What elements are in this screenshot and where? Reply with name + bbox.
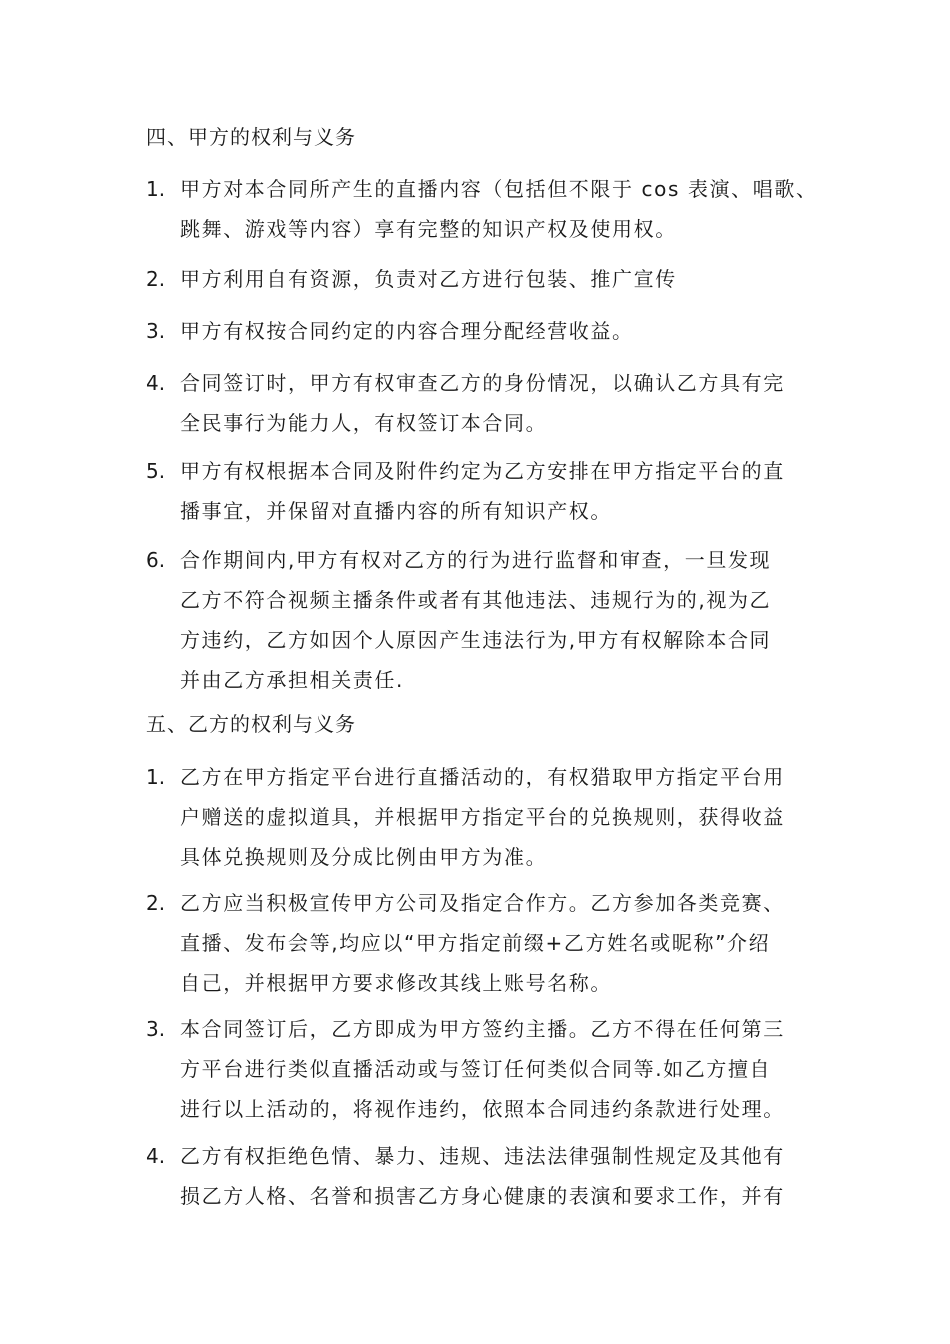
text-line: 合同签订时，甲方有权审查乙方的身份情况，以确认乙方具有完 — [180, 371, 785, 395]
item-number: 1. — [146, 765, 166, 789]
text-line: 乙方不符合视频主播条件或者有其他违法、违规行为的,视为乙 — [180, 588, 772, 612]
section-heading: 五、乙方的权利与义务 — [146, 712, 356, 736]
section-heading: 四、甲方的权利与义务 — [146, 125, 356, 149]
item-number: 1. — [146, 177, 166, 201]
item-number: 3. — [146, 1017, 166, 1041]
text-line: 乙方在甲方指定平台进行直播活动的，有权猎取甲方指定平台用 — [180, 765, 785, 789]
text-line: 跳舞、游戏等内容）享有完整的知识产权及使用权。 — [180, 217, 677, 241]
text-line: 方违约，乙方如因个人原因产生违法行为,甲方有权解除本合同 — [180, 628, 772, 652]
item-text — [180, 888, 834, 1008]
item-text — [180, 316, 834, 356]
item-text — [180, 545, 834, 705]
item-text — [180, 1014, 834, 1134]
text-line: 全民事行为能力人，有权签订本合同。 — [180, 411, 548, 435]
item-number: 4. — [146, 1144, 166, 1168]
item-number: 2. — [146, 267, 166, 291]
item-text — [180, 264, 834, 304]
item-text — [180, 456, 834, 536]
text-line: 合作期间内,甲方有权对乙方的行为进行监督和审查，一旦发现 — [180, 548, 772, 572]
item-text — [180, 174, 834, 254]
text-line: 损乙方人格、名誉和损害乙方身心健康的表演和要求工作，并有 — [180, 1184, 785, 1208]
text-line: 甲方有权按合同约定的内容合理分配经营收益。 — [180, 319, 634, 343]
item-text — [180, 1141, 834, 1221]
text-line: 户赠送的虚拟道具，并根据甲方指定平台的兑换规则，获得收益 — [180, 805, 785, 829]
text-line: 直播、发布会等,均应以“甲方指定前缀+乙方姓名或昵称”介绍 — [180, 931, 771, 955]
text-line: 甲方利用自有资源，负责对乙方进行包装、推广宣传 — [180, 267, 677, 291]
text-line: 并由乙方承担相关责任. — [180, 668, 404, 692]
text-line: 具体兑换规则及分成比例由甲方为准。 — [180, 845, 548, 869]
item-number: 3. — [146, 319, 166, 343]
text-line: 甲方对本合同所产生的直播内容（包括但不限于 cos 表演、唱歌、 — [180, 177, 818, 201]
text-line: 自己，并根据甲方要求修改其线上账号名称。 — [180, 971, 612, 995]
text-line: 方平台进行类似直播活动或与签订任何类似合同等.如乙方擅自 — [180, 1057, 772, 1081]
text-line: 乙方有权拒绝色情、暴力、违规、违法法律强制性规定及其他有 — [180, 1144, 785, 1168]
item-text — [180, 368, 834, 448]
text-line: 进行以上活动的，将视作违约，依照本合同违约条款进行处理。 — [180, 1097, 785, 1121]
text-line: 播事宜，并保留对直播内容的所有知识产权。 — [180, 499, 612, 523]
item-number: 5. — [146, 459, 166, 483]
item-number: 6. — [146, 548, 166, 572]
item-number: 4. — [146, 371, 166, 395]
item-number: 2. — [146, 891, 166, 915]
text-line: 甲方有权根据本合同及附件约定为乙方安排在甲方指定平台的直 — [180, 459, 785, 483]
text-line: 乙方应当积极宣传甲方公司及指定合作方。乙方参加各类竞赛、 — [180, 891, 785, 915]
item-text — [180, 762, 834, 882]
text-line: 本合同签订后，乙方即成为甲方签约主播。乙方不得在任何第三 — [180, 1017, 785, 1041]
